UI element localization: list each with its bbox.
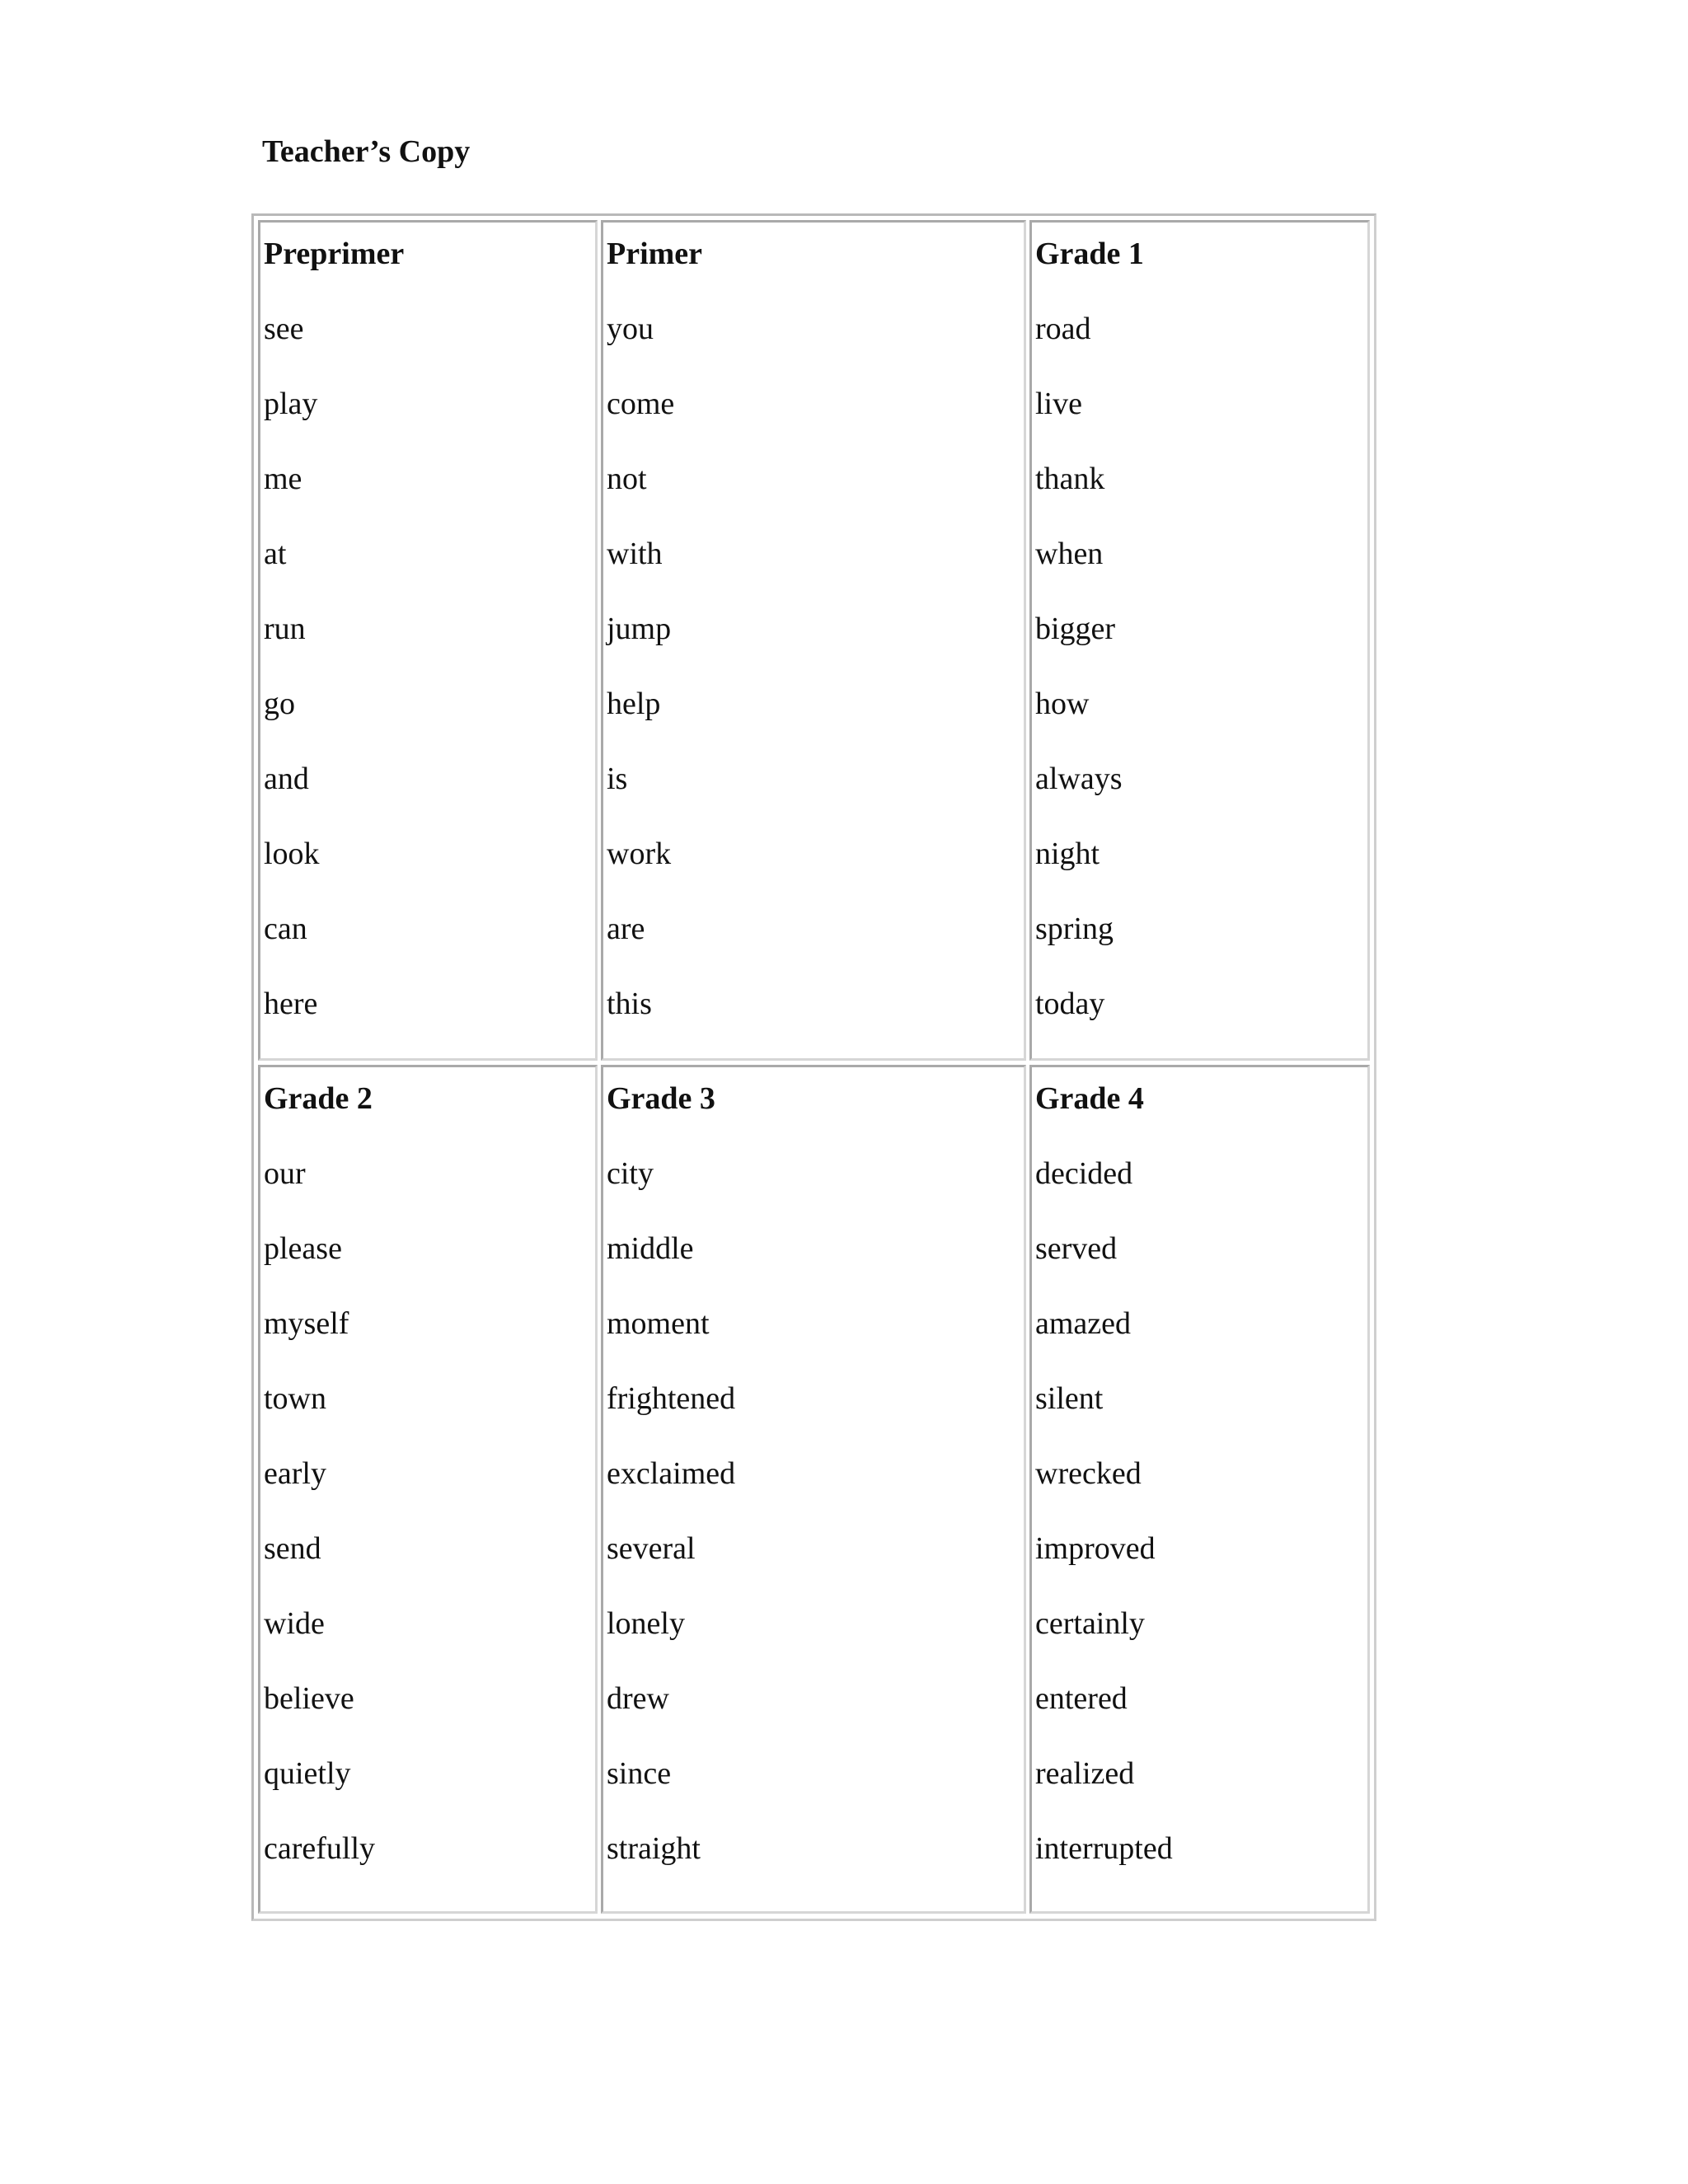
word-item: send (264, 1531, 321, 1566)
word-item: play (264, 387, 318, 421)
word-list-preprimer (264, 311, 595, 1022)
word-item: interrupted (1035, 1831, 1173, 1866)
word-list-primer (607, 311, 1024, 1022)
word-item: can (264, 912, 307, 946)
word-list-grade-4 (1035, 1155, 1367, 1867)
word-list-grade-2 (264, 1155, 595, 1867)
word-item: early (264, 1456, 326, 1491)
word-item: how (1035, 687, 1090, 721)
level-heading-grade-2: Grade 2 (264, 1081, 373, 1116)
word-item: quietly (264, 1756, 351, 1791)
word-item: middle (607, 1231, 694, 1266)
word-item: always (1035, 762, 1123, 796)
word-item: carefully (264, 1831, 376, 1866)
word-list-grade-1 (1035, 311, 1367, 1022)
word-item: town (264, 1381, 326, 1416)
word-item: silent (1035, 1381, 1104, 1416)
word-item: night (1035, 837, 1100, 871)
word-item: bigger (1035, 612, 1116, 646)
level-heading-primer: Primer (607, 237, 703, 271)
word-item: our (264, 1156, 306, 1191)
word-item: myself (264, 1306, 349, 1341)
word-item: me (264, 462, 302, 496)
level-heading-grade-4: Grade 4 (1035, 1081, 1144, 1116)
word-item: drew (607, 1681, 669, 1716)
word-item: see (264, 312, 304, 346)
word-item: several (607, 1531, 696, 1566)
word-item: city (607, 1156, 654, 1191)
level-heading-grade-3: Grade 3 (607, 1081, 715, 1116)
cell-grade-3 (601, 1065, 1026, 1914)
word-item: not (607, 462, 647, 496)
word-list-table (251, 213, 1376, 1921)
cell-preprimer (258, 220, 598, 1061)
word-item: straight (607, 1831, 701, 1866)
word-item: served (1035, 1231, 1118, 1266)
word-item: realized (1035, 1756, 1135, 1791)
word-item: moment (607, 1306, 710, 1341)
word-item: run (264, 612, 306, 646)
cell-primer (601, 220, 1026, 1061)
word-item: look (264, 837, 320, 871)
word-item: are (607, 912, 645, 946)
page-title: Teacher’s Copy (262, 134, 471, 169)
word-item: at (264, 537, 287, 571)
word-item: believe (264, 1681, 354, 1716)
word-item: this (607, 987, 652, 1021)
word-item: amazed (1035, 1306, 1132, 1341)
word-item: and (264, 762, 309, 796)
word-item: jump (607, 612, 672, 646)
word-item: frightened (607, 1381, 736, 1416)
word-item: today (1035, 987, 1105, 1021)
word-item: certainly (1035, 1606, 1145, 1641)
word-item: when (1035, 537, 1104, 571)
word-item: exclaimed (607, 1456, 736, 1491)
word-item: with (607, 537, 663, 571)
word-item: go (264, 687, 295, 721)
word-item: improved (1035, 1531, 1156, 1566)
word-item: here (264, 987, 318, 1021)
word-item: come (607, 387, 675, 421)
cell-grade-4 (1029, 1065, 1370, 1914)
word-item: help (607, 687, 661, 721)
word-item: wide (264, 1606, 325, 1641)
word-item: you (607, 312, 654, 346)
word-item: thank (1035, 462, 1105, 496)
word-item: live (1035, 387, 1082, 421)
level-heading-preprimer: Preprimer (264, 237, 405, 271)
cell-grade-2 (258, 1065, 598, 1914)
word-item: entered (1035, 1681, 1128, 1716)
cell-grade-1 (1029, 220, 1370, 1061)
word-item: decided (1035, 1156, 1133, 1191)
word-item: spring (1035, 912, 1114, 946)
word-item: road (1035, 312, 1091, 346)
level-heading-grade-1: Grade 1 (1035, 237, 1144, 271)
word-item: lonely (607, 1606, 685, 1641)
word-item: please (264, 1231, 342, 1266)
word-list-grade-3 (607, 1155, 1024, 1867)
word-item: wrecked (1035, 1456, 1142, 1491)
word-item: is (607, 762, 628, 796)
word-item: work (607, 837, 672, 871)
word-item: since (607, 1756, 672, 1791)
